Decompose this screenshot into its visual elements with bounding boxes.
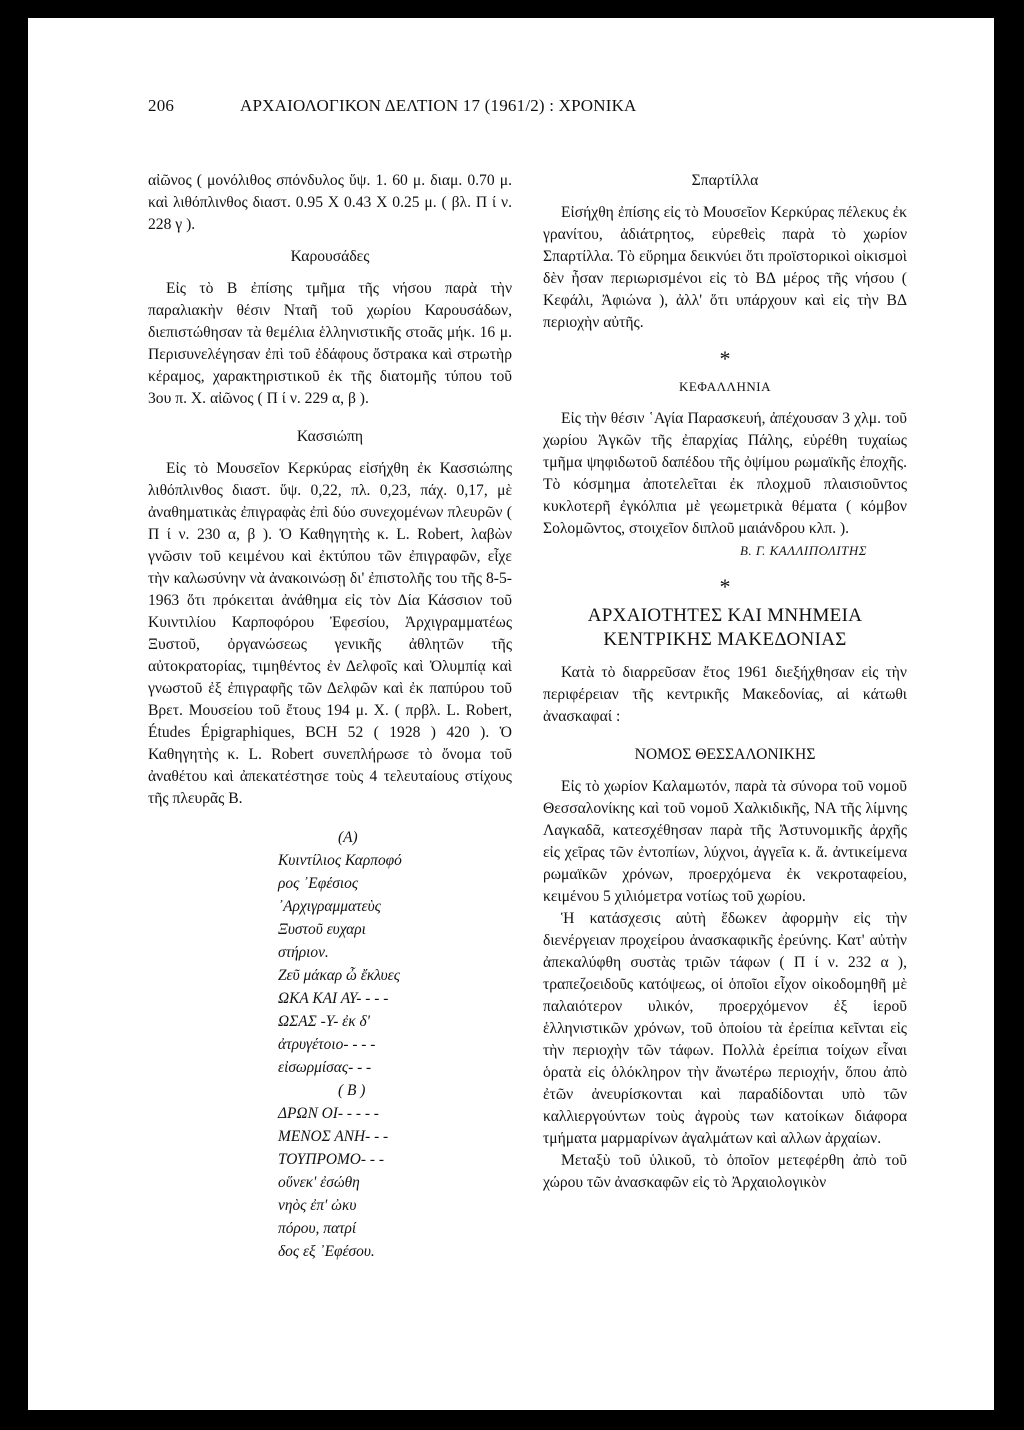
inscription-a-line: Κυιντίλιος Καρποφό [278, 852, 402, 869]
inscription-a-line: Ζεῦ μάκαρ ὦ ἔκλυες [278, 967, 400, 984]
section-title-line-1: ΑΡΧΑΙΟΤΗΤΕΣ ΚΑΙ ΜΝΗΜΕΙΑ [587, 605, 863, 626]
inscription-a-line: ρος ᾿Εφέσιος [278, 875, 359, 892]
karousades-paragraph: Εἰς τὸ Β ἐπίσης τμῆμα τῆς νήσου παρὰ τὴν παραλιακὴν θέσιν Νταῆ τοῦ χωρίου Καρουσάδων, διεπιστώθησαν τὰ θεμέλια ἑλληνιστικῆς στοᾶς μήκ. 16 μ. Περισυνελέγησαν ἐπὶ τοῦ ἐδάφους ὄστρακα καὶ στρωτὴρ κέραμος, χαρακτηριστικοῦ ἐκ τῆς διατομῆς τύπου τοῦ 3ου π. Χ. αἰῶνος ( Π ί ν. 229 α, β ). [148, 280, 512, 407]
kassiopi-paragraph: Εἰς τὸ Μουσεῖον Κερκύρας εἰσήχθη ἐκ Κασσιώπης λιθόπλινθος διαστ. ὕψ. 0,22, πλ. 0,23, πάχ. 0,17, μὲ ἀναθηματικὰς ἐπιγραφὰς ἐπὶ δύο συνεχομένων πλευρῶν ( Π ί ν. 230 α, β ). Ὁ Καθηγητὴς κ. L. Robert, λαβὼν γνῶσιν τοῦ κειμένου καὶ ἐκτύπου τῶν ἐπιγραφῶν, εἶχε τὴν καλωσύνην νὰ ἀνακοινώσῃ δι' ἐπιστολῆς του τῆς 8-5-1963 ὅτι πρόκειται ἀνάθημα εἰς τὸν Δία Κάσσιον τοῦ Κυιντιλίου Καρποφόρου Ἐφεσίου, Ἀρχιγραμματέως Ξυστοῦ, ὀργανώσεως γενικῆς ἀθλητῶν τῆς αὐτοκρατορίας, τιμηθέντος ἐν Δελφοῖς καὶ Ὀλυμπίᾳ καὶ γνωστοῦ ἐξ ἐπιγραφῆς τῶν Δελφῶν καὶ ἐκ παπύρου τοῦ Βρετ. Μουσείου τοῦ ἔτους 194 μ. Χ. ( πρβλ. L. Robert, Études Épigraphiques, BCH 52 ( 1928 ) 420 ). Ὁ Καθηγητὴς κ. L. Robert συνεπλήρωσε τὸ ὄνομα τοῦ ἀναθέτου καὶ ἀπεκατέστησε τοὺς 4 τελευταίους στίχους τῆς πλευρᾶς Β. [148, 460, 512, 807]
kefallinia-paragraph: Εἰς τὴν θέσιν ῾Αγία Παρασκευή, ἀπέχουσαν 3 χλμ. τοῦ χωρίου Ἀγκῶν τῆς ἐπαρχίας Πάλης, εὑρέθη τυχαίως τμῆμα ψηφιδωτοῦ δαπέδου τῆς ὀψίμου ρωμαϊκῆς ἐποχῆς. Τὸ κόσμημα ἀποτελεῖται ἐκ πλοχμοῦ πλαισιοῦντος κυκλοτερῆ ἐγκόλπια μὲ γεωμετρικὰ θέματα ( κόμβον Σολομῶντος, στοιχεῖον διπλοῦ μαιάνδρου κλπ. ). [543, 410, 907, 537]
spartilla-heading: Σπαρτίλλα [691, 172, 759, 189]
material-paragraph: Μεταξὺ τοῦ ὑλικοῦ, τὸ ὁποῖον μετεφέρθη ἀπὸ τοῦ χώρου τῶν ἀνασκαφῶν εἰς τὸ Ἀρχαιολογικὸν [543, 1152, 907, 1191]
inscription-b-line: ΔΡΩΝ ΟΙ- - - - - [278, 1105, 379, 1122]
nomos-heading: ΝΟΜΟΣ ΘΕΣΣΑΛΟΝΙΚΗΣ [634, 746, 816, 763]
section-title-line-2: ΚΕΝΤΡΙΚΗΣ ΜΑΚΕΔΟΝΙΑΣ [603, 629, 847, 650]
right-column [543, 170, 907, 1194]
inscription-b-line: δος εξ ᾿Εφέσου. [278, 1243, 375, 1260]
kalamoto-paragraph: Εἰς τὸ χωρίον Καλαμωτόν, παρὰ τὰ σύνορα τοῦ νομοῦ Θεσσαλονίκης καὶ τοῦ νομοῦ Χαλκιδικῆς, ΝΑ τῆς λίμνης Λαγκαδᾶ, κατεσχέθησαν παρὰ τῆς Ἀστυνομικῆς ἀρχῆς εἰς χεῖρας τῶν ἐντοπίων, λύχνοι, ἀγγεῖα κ. ἄ. ἀντικείμενα ρωμαϊκῶν χρόνων, προερχόμενα ἐκ νεκροταφείου, κειμένου 5 χιλιόμετρα νοτίως τοῦ χωρίου. [543, 778, 907, 905]
kassiopi-heading: Κασσιώπη [296, 428, 364, 445]
asterisk-divider: * [719, 346, 731, 371]
inscription-a-line: ἀτρυγέτοιο- - - - [278, 1036, 376, 1053]
section-intro-paragraph: Κατὰ τὸ διαρρεῦσαν ἔτος 1961 διεξήχθησαν εἰς τὴν περιφέρειαν τῆς κεντρικῆς Μακεδονίας, αἱ κάτωθι ἀνασκαφαί : [543, 664, 907, 725]
kefallinia-heading: ΚΕΦΑΛΛΗΝΙΑ [679, 379, 771, 394]
inscription-b-line: ΤΟΥΠΡΟΜΟ- - - [278, 1151, 384, 1168]
inscription-a-line: ΩΚΑ ΚΑΙ ΑΥ- - - - [278, 990, 389, 1007]
inscription-b-line: νηὸς ἐπ' ὠκυ [278, 1197, 357, 1214]
inscription-a-line: ΩΣΑΣ -Υ- ἐκ δ' [278, 1013, 370, 1030]
page-number: 206 [148, 96, 175, 115]
author-signature: Β. Γ. ΚΑΛΛΙΠΟΛΙΤΗΣ [739, 543, 867, 558]
document-page [28, 18, 994, 1410]
inscription-block [278, 826, 512, 1263]
asterisk-divider: * [719, 574, 731, 599]
excavation-paragraph: Ἡ κατάσχεσις αὐτὴ ἔδωκεν ἀφορμὴν εἰς τὴν διενέργειαν προχείρου ἀνασκαφικῆς ἐρεύνης. Κατ' αὐτὴν ἀπεκαλύφθη συστὰς τριῶν τάφων ( Π ί ν. 232 α ), τραπεζοειδοῦς κατόψεως, οἱ ὁποῖοι εἶχον οἰκοδομηθῆ μὲ παλαιότερον υλικόν, προερχόμενον ἐξ ἱεροῦ ἑλληνιστικῶν χρόνων, τοῦ ὁποίου τὰ ἐρείπια κεῖνται εἰς τὴν περιοχὴν τῶν τάφων. Πολλὰ ἐρείπια τοίχων εἶναι ὁρατὰ εἰς ὁλόκληρον τὴν ἄνωτέρω περιοχήν, ὅπου ἀπὸ ἐτῶν ἀνευρίσκονται καὶ παραδίδονται υπὸ τῶν καλλιεργούντων τοὺς ἀγροὺς των κατοίκων διάφορα τμήματα μαρμαρίνων ἀγαλμάτων καὶ αλλων ἀρχαίων. [543, 910, 907, 1147]
inscription-a-line: στήριον. [278, 944, 329, 961]
inscription-a-line: ᾿Αρχιγραμματεὺς [278, 898, 381, 915]
left-column [148, 170, 512, 1263]
spartilla-paragraph: Εἰσήχθη ἐπίσης εἰς τὸ Μουσεῖον Κερκύρας πέλεκυς ἐκ γρανίτου, ἀδιάτρητος, εὑρεθεὶς παρὰ τὸ χωρίον Σπαρτίλλα. Τὸ εὕρημα δεικνύει ὅτι προϊστορικοὶ οἰκισμοὶ δὲν ἦσαν περιωρισμένοι εἰς τὸ ΒΔ μέρος τῆς νήσου ( Κεφάλι, Ἀφιώνα ), ἀλλ' ὅτι υπάρχουν καὶ εἰς τὴν ΒΔ περιοχὴν αὐτῆς. [543, 204, 907, 331]
inscription-b-line: ΜΕΝΟΣ ΑΝΗ- - - [278, 1128, 389, 1145]
inscription-a-line: εἰσωρμίσας- - - [278, 1059, 372, 1076]
journal-title: ΑΡΧΑΙΟΛΟΓΙΚΟΝ ΔΕΛΤΙΟΝ 17 (1961/2) : ΧΡΟΝΙΚΑ [240, 96, 637, 115]
inscription-a-line: Ξυστοῦ ευχαρι [278, 921, 366, 938]
karousades-heading: Καρουσάδες [290, 248, 370, 265]
inscription-a-heading: (Α) [338, 829, 358, 846]
inscription-b-heading: ( Β ) [338, 1082, 366, 1099]
inscription-b-line: πόρου, πατρί [278, 1220, 357, 1237]
intro-paragraph: αἰῶνος ( μονόλιθος σπόνδυλος ὕψ. 1. 60 μ. διαμ. 0.70 μ. καὶ λιθόπλινθος διαστ. 0.95 X 0.43 X 0.25 μ. ( βλ. Π ί ν. 228 γ ). [148, 172, 512, 233]
inscription-b-line: οὕνεκ' ἐσώθη [278, 1174, 360, 1191]
